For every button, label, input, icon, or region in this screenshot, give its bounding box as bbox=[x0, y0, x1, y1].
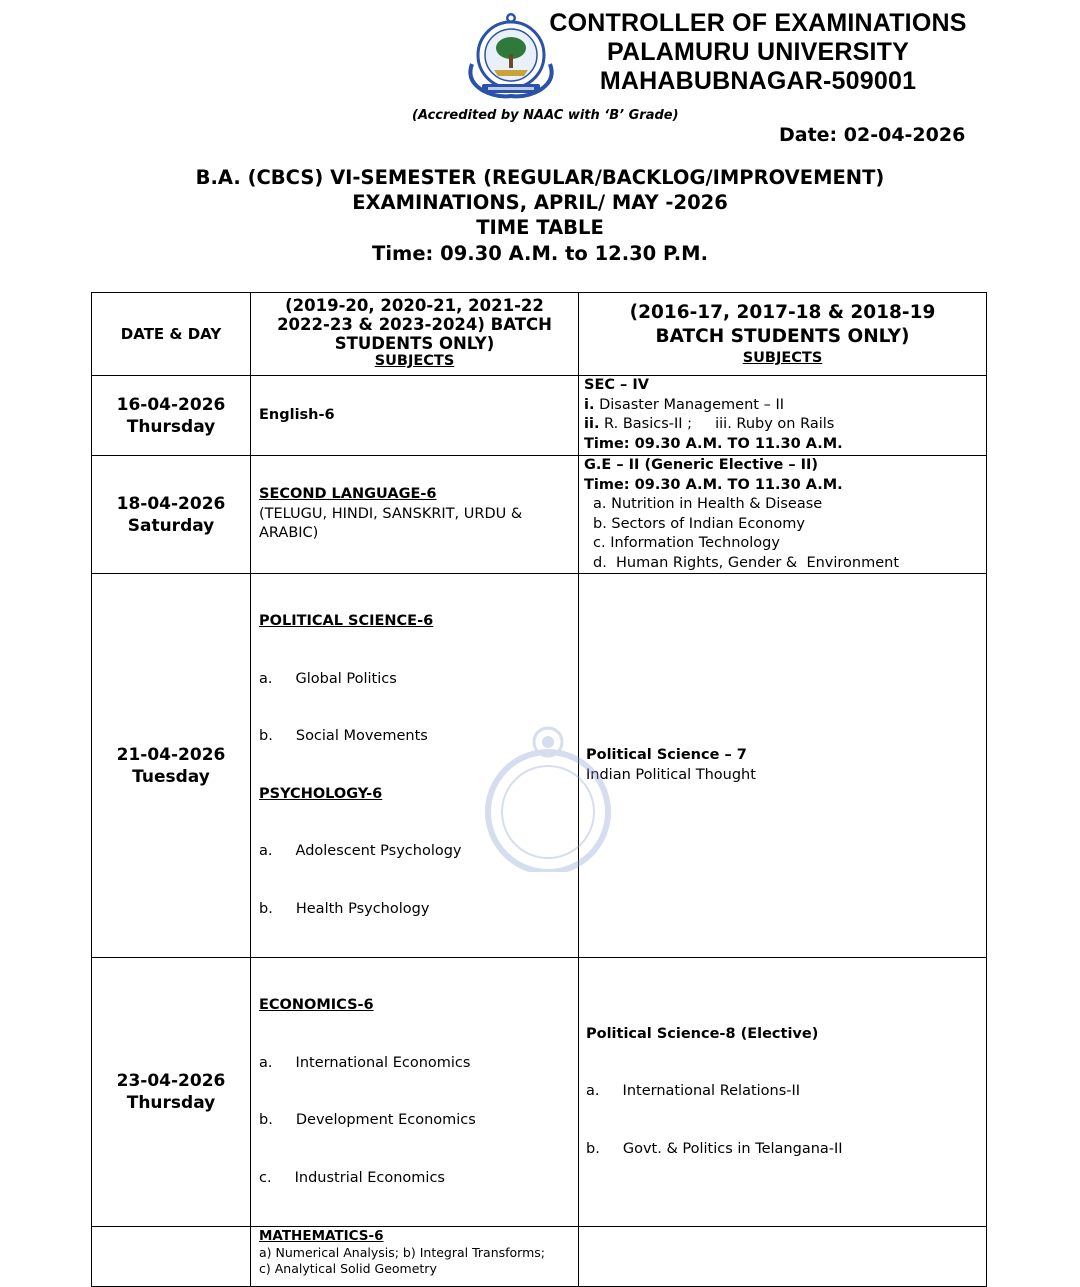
university-seal-logo bbox=[466, 12, 556, 100]
university-name: PALAMURU UNIVERSITY bbox=[607, 38, 909, 66]
date-cell: 16-04-2026 Thursday bbox=[92, 376, 251, 456]
university-address: MAHABUBNAGAR-509001 bbox=[599, 67, 917, 95]
new-batch-subjects: English-6 bbox=[251, 376, 579, 456]
exam-title: B.A. (CBCS) VI-SEMESTER (REGULAR/BACKLOG/IMPROVEMENT) bbox=[195, 166, 885, 189]
time-table-heading: TIME TABLE bbox=[476, 216, 604, 239]
new-batch-subjects: MATHEMATICS-6 a) Numerical Analysis; b) Integral Transforms; c) Analytical Solid Geometry bbox=[251, 1227, 579, 1287]
table-header-row bbox=[92, 293, 987, 376]
old-batch-subjects bbox=[579, 1227, 987, 1287]
date-cell bbox=[92, 1227, 251, 1287]
watermark-seal bbox=[468, 712, 628, 872]
old-batch-subjects: SEC – IV i. Disaster Management – II ii. R. Basics-II ; iii. Ruby on Rails Time: 09.30 A.M. TO 11.30 A.M. bbox=[579, 376, 987, 456]
table-row bbox=[92, 1227, 987, 1287]
table-row bbox=[92, 958, 987, 1227]
exam-session: EXAMINATIONS, APRIL/ MAY -2026 bbox=[352, 191, 728, 214]
date-day-header: DATE & DAY bbox=[92, 293, 251, 376]
old-batch-subjects: G.E – II (Generic Elective – II) Time: 09.30 A.M. TO 11.30 A.M. a. Nutrition in Health & Disease b. Sectors of Indian Economy c. Information Technology d. Human Rights, Gender & Environment bbox=[579, 456, 987, 574]
date-cell: 18-04-2026 Saturday bbox=[92, 456, 251, 574]
old-batch-subjects: Political Science – 7 Indian Political Thought bbox=[579, 574, 987, 958]
table-row bbox=[92, 376, 987, 456]
new-batch-subjects: SECOND LANGUAGE-6 (TELUGU, HINDI, SANSKRIT, URDU & ARABIC) bbox=[251, 456, 579, 574]
date-cell: 21-04-2026 Tuesday bbox=[92, 574, 251, 958]
old-batch-header: (2016-17, 2017-18 & 2018-19 BATCH STUDENTS ONLY) SUBJECTS bbox=[579, 293, 987, 376]
date-cell: 23-04-2026 Thursday bbox=[92, 958, 251, 1227]
table-row bbox=[92, 456, 987, 574]
accreditation-note: (Accredited by NAAC with ‘B’ Grade) bbox=[412, 108, 679, 123]
new-batch-subjects: ECONOMICS-6 a. International Economics b. Development Economics c. Industrial Economics bbox=[251, 958, 579, 1227]
old-batch-subjects: Political Science-8 (Elective) a. International Relations-II b. Govt. & Politics in Telangana-II bbox=[579, 958, 987, 1227]
new-batch-header: (2019-20, 2020-21, 2021-22 2022-23 & 2023-2024) BATCH STUDENTS ONLY) SUBJECTS bbox=[251, 293, 579, 376]
exam-time: Time: 09.30 A.M. to 12.30 P.M. bbox=[372, 242, 708, 265]
office-title: CONTROLLER OF EXAMINATIONS bbox=[549, 9, 967, 37]
notice-date: Date: 02-04-2026 bbox=[779, 124, 966, 146]
new-batch-subjects: POLITICAL SCIENCE-6 a. Global Politics b. Social Movements PSYCHOLOGY-6 a. Adolescent Psychology b. Health Psychology bbox=[251, 574, 579, 958]
